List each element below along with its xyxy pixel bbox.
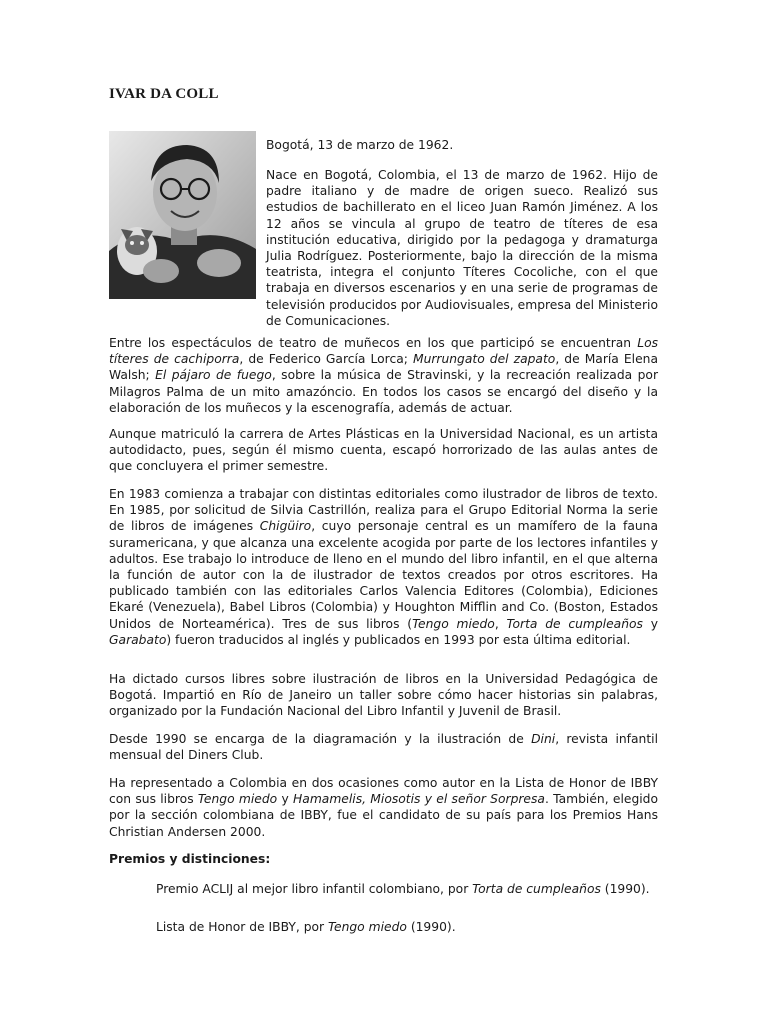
dini-magazine-paragraph: Desde 1990 se encarga de la diagramación y la ilustración de Dini, revista infantil mensual del Diners Club. xyxy=(109,732,658,763)
art-studies-paragraph: Aunque matriculó la carrera de Artes Plásticas en la Universidad Nacional, es un artista autodidacto, pues, según él mismo cuenta, escapó horrorizado de las aulas antes de que concluyera el primer semestre. xyxy=(109,427,658,474)
puppet-theatre-paragraph: Entre los espectáculos de teatro de muñecos en los que participó se encuentran Los títeres de cachiporra, de Federico García Lorca; Murrungato del zapato, de María Elena Walsh; El pájaro de fuego, sobre la música de Stravinski, y la recreación realizada por Milagros Palma de un mito amazóncio. En todos los casos se encargó del diseño y la elaboración de los muñecos y la escenografía, además de actuar. xyxy=(109,336,658,415)
award-item: Lista de Honor de IBBY, por Tengo miedo (1990). xyxy=(156,920,456,934)
author-portrait xyxy=(109,131,256,299)
courses-paragraph: Ha dictado cursos libres sobre ilustración de libros en la Universidad Pedagógica de Bogotá. Impartió en Río de Janeiro un taller sobre cómo hacer historias sin palabras, organizado por la Fundación Nacional del Libro Infantil y Juvenil de Brasil. xyxy=(109,672,658,719)
birth-date-line: Bogotá, 13 de marzo de 1962. xyxy=(266,138,454,152)
award-item: Premio ACLIJ al mejor libro infantil colombiano, por Torta de cumpleaños (1990). xyxy=(156,882,650,896)
illustrator-career-paragraph: En 1983 comienza a trabajar con distintas editoriales como ilustrador de libros de texto. En 1985, por solicitud de Silvia Castrillón, realiza para el Grupo Editorial Norma la serie de libros de imágenes Chigüiro, cuyo personaje central es un mamífero de la fauna suramericana, y que alcanza una excelente acogida por parte de los lectores infantiles y adultos. Ese trabajo lo introduce de lleno en el mundo del libro infantil, en el que alterna la función de autor con la de ilustrador de textos creados por otros escritores. Ha publicado también con las editoriales Carlos Valencia Editores (Colombia), Ediciones Ekaré (Venezuela), Babel Libros (Colombia) y Houghton Mifflin and Co. (Boston, Estados Unidos de Norteamérica). Tres de sus libros (Tengo miedo, Torta de cumpleaños y Garabato) fueron traducidos al inglés y publicados en 1993 por esta última editorial. xyxy=(109,487,658,647)
awards-heading: Premios y distinciones: xyxy=(109,852,271,866)
bio-intro-paragraph: Nace en Bogotá, Colombia, el 13 de marzo de 1962. Hijo de padre italiano y de madre de origen sueco. Realizó sus estudios de bachillerato en el liceo Juan Ramón Jiménez. A los 12 años se vincula al grupo de teatro de títeres de esa institución educativa, dirigido por la pedagoga y dramaturga Julia Rodríguez. Posteriormente, bajo la dirección de la misma teatrista, integra el conjunto Títeres Cocoliche, con el que trabaja en diversos escenarios y en una serie de programas de televisión producidos por Audiovisuales, empresa del Ministerio de Comunicaciones. xyxy=(266,168,658,328)
ibby-honor-paragraph: Ha representado a Colombia en dos ocasiones como autor en la Lista de Honor de IBBY con sus libros Tengo miedo y Hamamelis, Miosotis y el señor Sorpresa. También, elegido por la sección colombiana de IBBY, fue el candidato de su país para los Premios Hans Christian Andersen 2000. xyxy=(109,776,658,839)
author-portrait-illustration xyxy=(109,131,256,299)
page-title: IVAR DA COLL xyxy=(109,86,219,102)
